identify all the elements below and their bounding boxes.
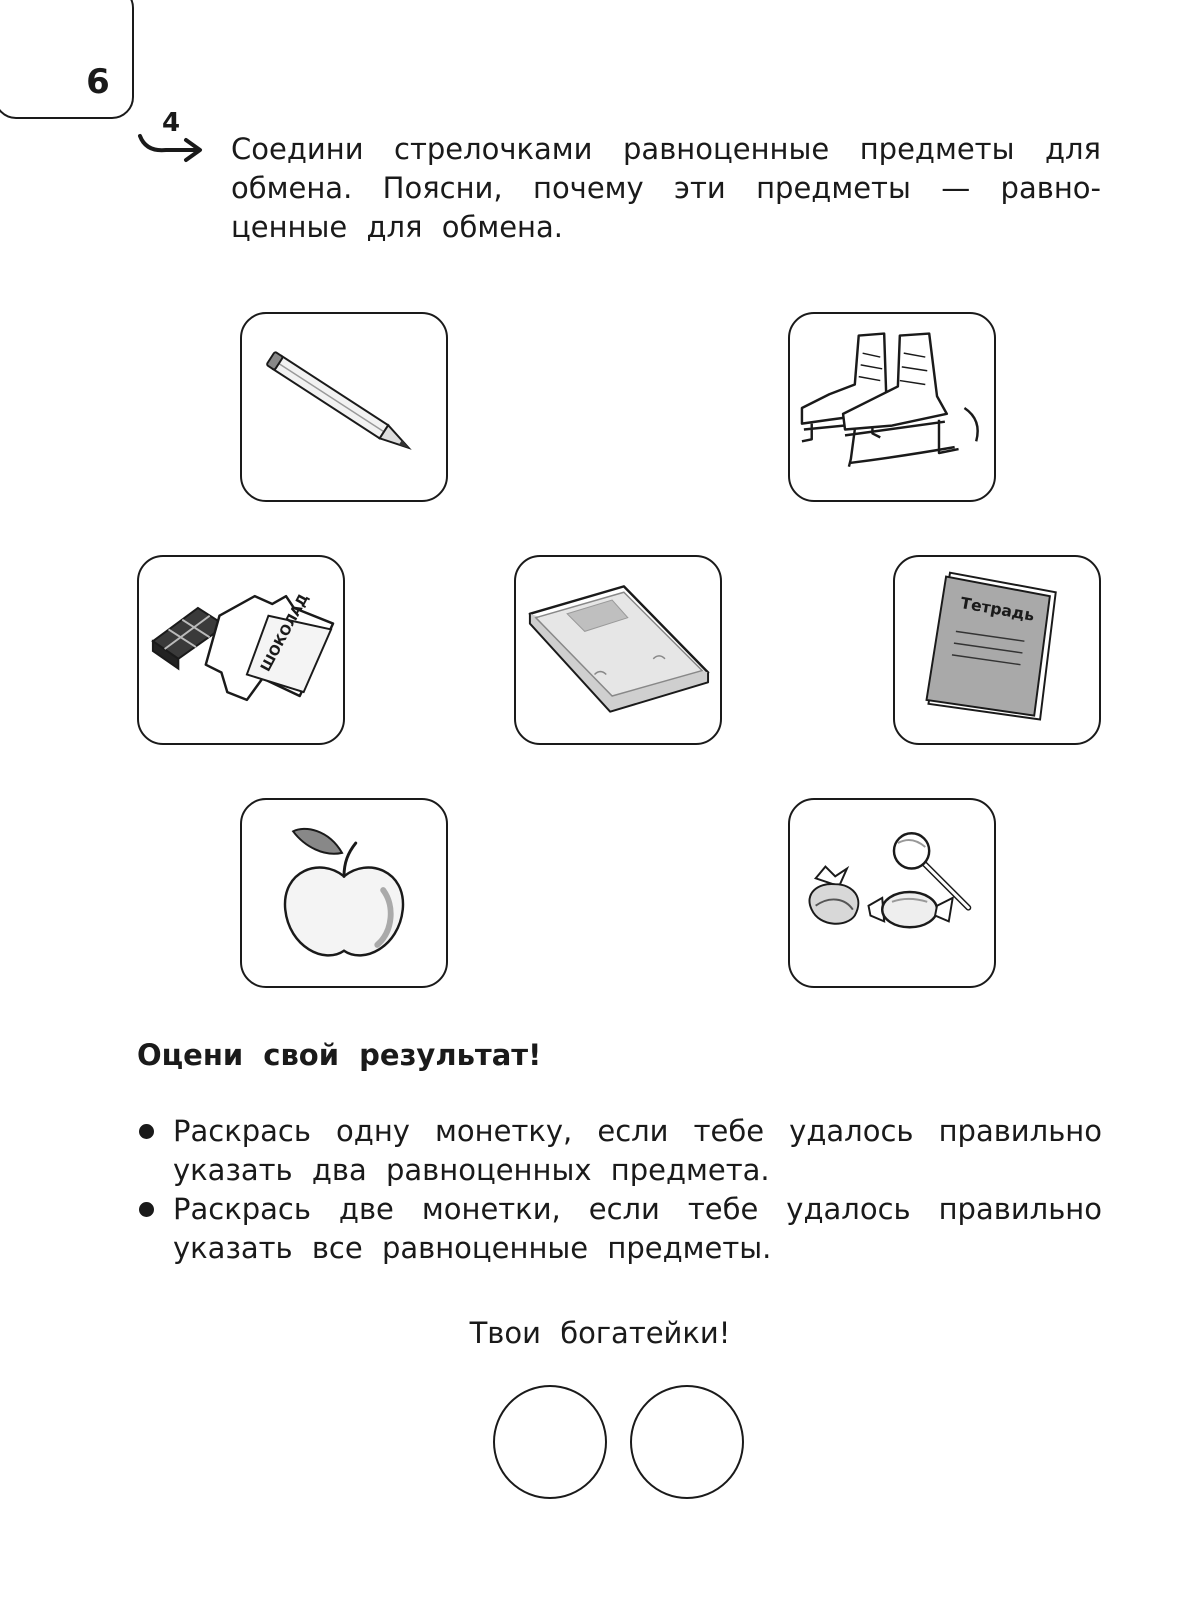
skates-icon <box>790 314 994 500</box>
chocolate-icon <box>139 557 343 743</box>
coin-circle-two[interactable] <box>630 1385 744 1499</box>
task-instruction: Соедини стрелочками равноценные предметы для обмена. Поясни, почему эти предметы — равно-ценные для обмена. <box>231 132 1101 244</box>
apple-icon <box>242 800 446 986</box>
chocolate-wrapper-text: ШОКОЛАД <box>257 591 313 675</box>
evaluation-bullet-text: Раскрась одну монетку, если тебе удалось правильно указать два равноценных предмета. <box>173 1114 1102 1187</box>
candies-icon <box>790 800 994 986</box>
item-card-book[interactable] <box>514 555 722 745</box>
pencil-icon <box>242 314 446 500</box>
page-number: 6 <box>86 62 110 102</box>
item-card-notebook[interactable] <box>893 555 1101 745</box>
evaluation-list <box>137 1112 1102 1268</box>
evaluation-heading: Оцени свой результат! <box>137 1038 542 1072</box>
closing-caption: Твои богатейки! <box>469 1316 731 1350</box>
item-card-candies[interactable] <box>788 798 996 988</box>
evaluation-bullet-two <box>137 1190 1102 1268</box>
evaluation-bullet-one <box>137 1112 1102 1190</box>
bullet-dot-icon <box>139 1124 154 1139</box>
notebook-icon <box>895 557 1099 743</box>
notebook-cover-text: Тетрадь <box>959 593 1036 625</box>
item-card-pencil[interactable] <box>240 312 448 502</box>
item-card-apple[interactable] <box>240 798 448 988</box>
coin-circle-one[interactable] <box>493 1385 607 1499</box>
task-number: 4 <box>162 108 181 138</box>
bullet-dot-icon <box>139 1202 154 1217</box>
book-icon <box>516 557 720 743</box>
evaluation-bullet-text: Раскрась две монетки, если тебе удалось правильно указать все равноценные предметы. <box>173 1192 1102 1265</box>
item-card-skates[interactable] <box>788 312 996 502</box>
item-card-chocolate[interactable] <box>137 555 345 745</box>
